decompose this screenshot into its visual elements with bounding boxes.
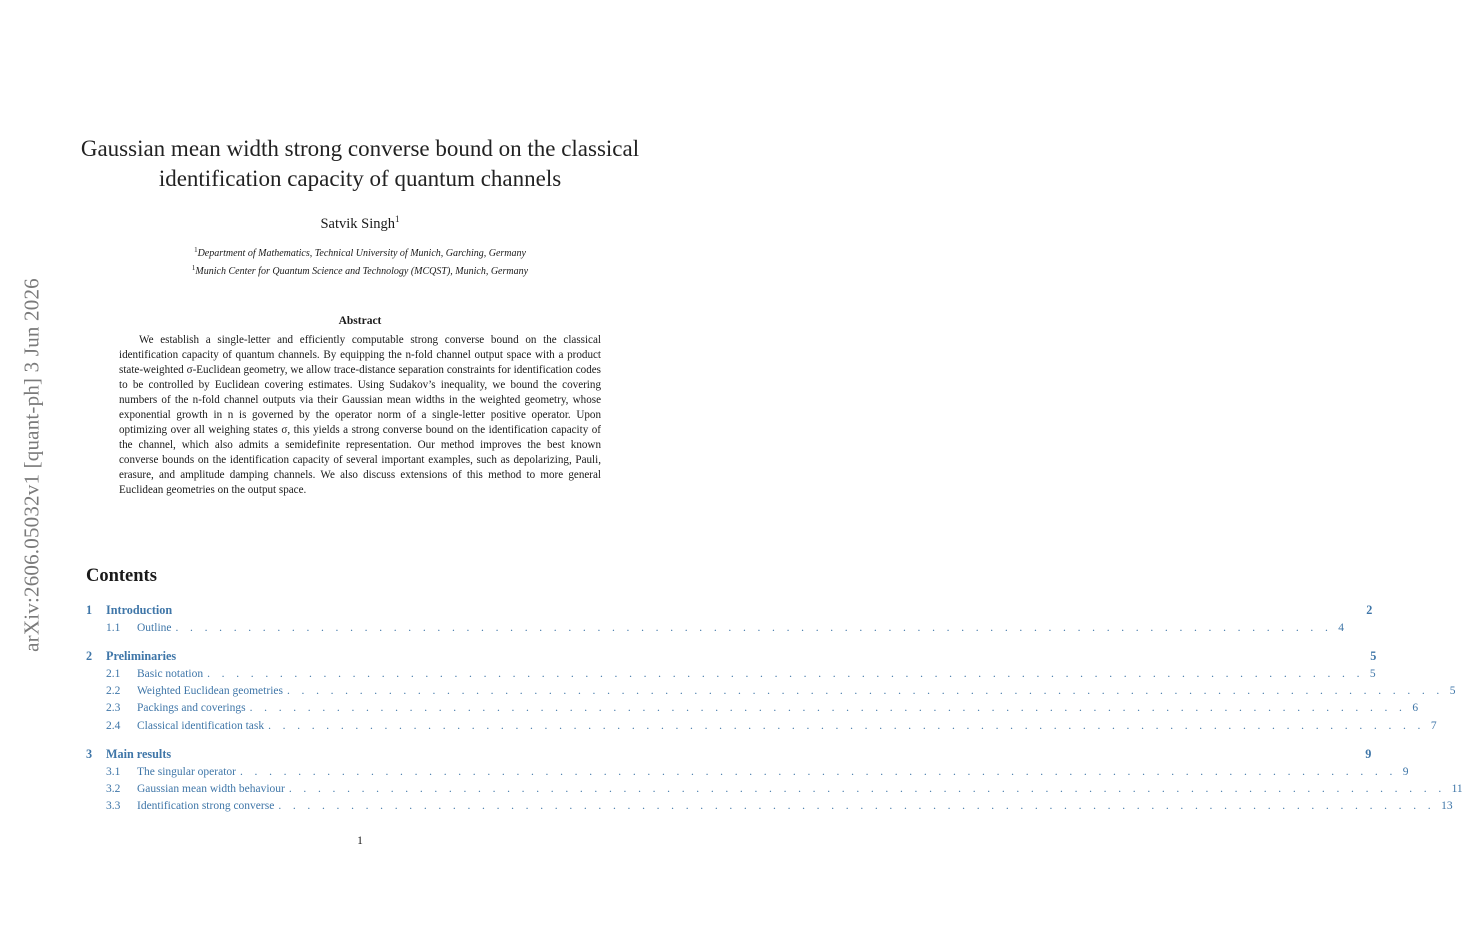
toc-dot-leader: . . . . . . . . . . . . . . . . . . . . . . . . . . . . . . . . . . . . . . . . . . . . . . . . . . . . . . . . . . . . . . . . . . . . . . . . . . . . . . . . (288, 783, 1446, 795)
toc-entry-page[interactable]: 9 (1365, 747, 1372, 762)
toc-entry-title[interactable]: Identification strong converse (137, 800, 275, 813)
toc-entry-number: 2.4 (106, 719, 121, 732)
toc-subsection-entry[interactable] (86, 700, 1419, 717)
toc-dot-leader: . . . . . . . . . . . . . . . . . . . . . . . . . . . . . . . . . . . . . . . . . . . . . . . . . . . . . . . . . . . . . . . . . . . . . . . . . . . . . . . . (175, 621, 1333, 634)
toc-entry-title[interactable]: Weighted Euclidean geometries (137, 685, 283, 698)
toc-entry-title[interactable]: Preliminaries (106, 649, 177, 664)
table-of-contents (86, 602, 1463, 815)
toc-entry-page[interactable]: 5 (1370, 649, 1377, 664)
toc-entry-title[interactable]: Packings and coverings (137, 702, 246, 715)
toc-dot-leader: . . . . . . . . . . . . . . . . . . . . . . . . . . . . . . . . . . . . . . . . . . . . . . . . . . . . . . . . . . . . . . . . . . . . . . . . . . . . . . . . (278, 800, 1436, 813)
toc-subsection-entry[interactable] (86, 798, 1453, 815)
toc-entry-page[interactable]: 11 (1451, 783, 1463, 795)
abstract-heading: Abstract (338, 315, 382, 327)
toc-entry-page[interactable]: 7 (1430, 719, 1437, 732)
page-number: 1 (357, 835, 363, 847)
toc-subsection-entry[interactable] (86, 683, 1456, 700)
toc-section-entry[interactable] (86, 746, 1372, 764)
toc-entry-number: 1.1 (106, 621, 121, 634)
toc-entry-page[interactable]: 2 (1366, 603, 1373, 617)
toc-subsection-entry[interactable] (86, 666, 1376, 683)
arxiv-identifier-stamp (4, 255, 60, 675)
toc-entry-title[interactable]: Gaussian mean width behaviour (137, 783, 285, 795)
toc-entry-number: 3.3 (106, 800, 121, 813)
author-name: Satvik Singh (320, 216, 396, 232)
toc-dot-leader: . . . . . . . . . . . . . . . . . . . . . . . . . . . . . . . . . . . . . . . . . . . . . . . . . . . . . . . . . . . . . . . . . . . . . . . . . . . . . . . . (249, 702, 1407, 715)
toc-entry-title[interactable]: Introduction (106, 603, 173, 617)
abstract-text: We establish a single-letter and efficiently computable strong converse bound on the classical identification capacity of quantum channels. By equipping the n-fold channel output space with a product state-weighted σ-Euclidean geometry, we allow trace-distance separation constraints for identification codes to be controlled by Euclidean covering estimates. Using Sudakov’s inequality, we bound the covering numbers of the n-fold channel outputs via their Gaussian mean widths in the weighted geometry, whose exponential growth in n is governed by the operator norm of a single-letter positive operator. Upon optimizing over all weighing states σ, this yields a strong converse bound on the identification capacity of the channel, which also admits a semidefinite representation. Our method improves the best known converse bounds on the identification capacity of several important examples, such as depolarizing, Pauli, erasure, and amplitude damping channels. We also discuss extensions of this method to more general Euclidean geometries on the output space. (119, 334, 601, 497)
toc-entry-number: 3.1 (106, 765, 121, 778)
toc-entry-number: 2.2 (106, 685, 121, 698)
toc-dot-leader: . . . . . . . . . . . . . . . . . . . . . . . . . . . . . . . . . . . . . . . . . . . . . . . . . . . . . . . . . . . . . . . . . . . . . . . . . . . . . . . . (207, 667, 1364, 680)
toc-entry-number: 2.3 (106, 702, 121, 715)
toc-entry-title[interactable]: Basic notation (137, 667, 204, 680)
toc-entry-number: 3 (86, 747, 93, 762)
toc-entry-page[interactable]: 6 (1412, 702, 1419, 715)
toc-dot-leader: . . . . . . . . . . . . . . . . . . . . . . . . . . . . . . . . . . . . . . . . . . . . . . . . . . . . . . . . . . . . . . . . . . . . . . . . . . . . . . . . (286, 685, 1444, 698)
contents-heading: Contents (86, 566, 157, 586)
toc-entry-title[interactable]: Outline (137, 621, 172, 634)
toc-entry-page[interactable]: 13 (1441, 800, 1453, 813)
toc-entry-page[interactable]: 5 (1369, 667, 1376, 680)
toc-entry-number: 3.2 (106, 783, 121, 795)
toc-subsection-entry[interactable] (86, 718, 1437, 735)
toc-dot-leader: . . . . . . . . . . . . . . . . . . . . . . . . . . . . . . . . . . . . . . . . . . . . . . . . . . . . . . . . . . . . . . . . . . . . . . . . . . . . . . . . (240, 765, 1397, 778)
toc-section-entry[interactable] (86, 648, 1377, 666)
affiliation-line: $^1$Munich Center for Quantum Science and Technology (MCQST), Munich, Germany (191, 264, 529, 277)
toc-entry-number: 2 (86, 649, 93, 664)
toc-entry-number: 1 (86, 603, 93, 617)
paper-title: Gaussian mean width strong converse bound on the classical identification capacity of quantum channels (80, 136, 640, 191)
toc-subsection-entry[interactable] (86, 781, 1463, 798)
toc-dot-leader: . . . . . . . . . . . . . . . . . . . . . . . . . . . . . . . . . . . . . . . . . . . . . . . . . . . . . . . . . . . . . . . . . . . . . . . . . . . . . . . . (268, 719, 1425, 732)
toc-section-entry[interactable] (86, 602, 1373, 620)
arxiv-identifier-text: arXiv:2606.05032v1 [quant-ph] 3 Jun 2026 (19, 278, 44, 652)
affiliation-line: $^1$Department of Mathematics, Technical University of Munich, Garching, Germany (194, 246, 526, 259)
affiliations (80, 243, 640, 279)
toc-subsection-entry[interactable] (86, 620, 1344, 637)
toc-entry-title[interactable]: Classical identification task (137, 719, 265, 732)
toc-entry-number: 2.1 (106, 667, 121, 680)
author-affiliation-mark: 1 (395, 214, 400, 224)
toc-entry-page[interactable]: 4 (1338, 621, 1344, 634)
toc-entry-title[interactable]: Main results (106, 747, 172, 762)
toc-entry-page[interactable]: 9 (1402, 765, 1409, 778)
toc-entry-title[interactable]: The singular operator (137, 765, 236, 778)
toc-entry-page[interactable]: 5 (1449, 685, 1456, 698)
toc-subsection-entry[interactable] (86, 764, 1409, 781)
author-line (80, 209, 640, 234)
